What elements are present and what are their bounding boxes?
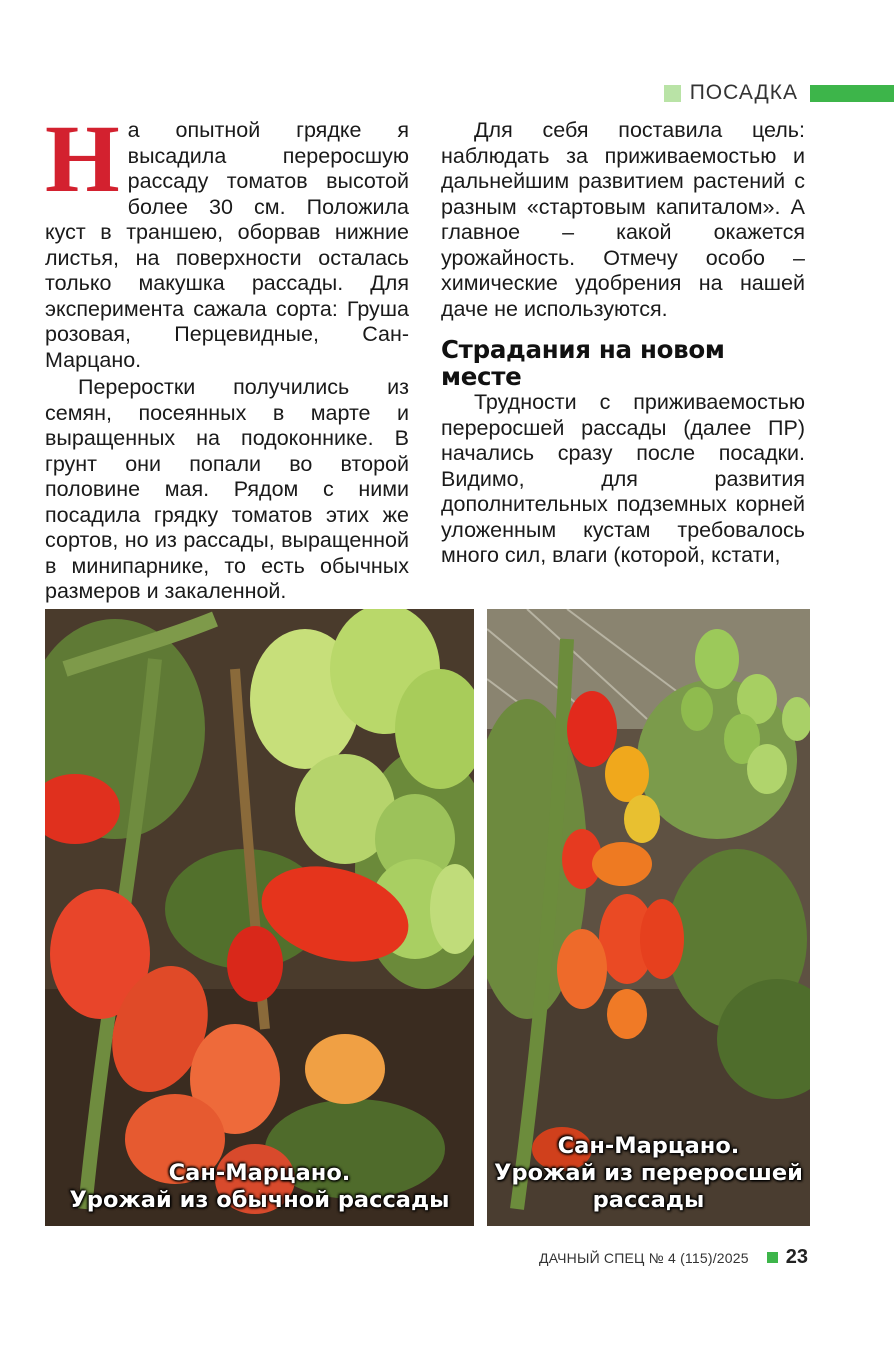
- section-tag: [664, 80, 894, 106]
- drop-cap: Н: [45, 105, 120, 212]
- magazine-issue: ДАЧНЫЙ СПЕЦ № 4 (115)/2025: [539, 1249, 749, 1266]
- photo-regular-seedlings: [45, 609, 474, 1226]
- page-footer: [539, 1246, 808, 1269]
- section-accent-bar: [810, 85, 894, 102]
- footer-marker-square: [767, 1252, 778, 1263]
- article-paragraph: Трудности с приживаемостью переросшей рассады (далее ПР) начались сразу после посадки. Видимо, для развития дополнительных подземных корней уложенным кустам требовалось много сил, влаги (которой, кстати,: [441, 390, 805, 567]
- caption-line: Урожай из переросшей: [494, 1160, 803, 1186]
- article-column-right: [441, 118, 805, 569]
- photo-caption: [487, 1133, 810, 1214]
- photo-overgrown-seedlings: [487, 609, 810, 1226]
- caption-line: Урожай из обычной рассады: [69, 1187, 450, 1213]
- paragraph-text: а опытной грядке я высадила переросшую рассаду томатов высотой более 30 см. Положила куст в траншею, оборвав нижние листья, на поверхности осталась только макушка рассады. Для эксперимента сажала сорта: Груша розовая, Перцевидные, Сан-Марцано.: [45, 118, 409, 372]
- page-number: 23: [785, 1246, 808, 1268]
- article-paragraph: [45, 105, 409, 373]
- tomato-photo-illustration: [45, 609, 474, 1226]
- photo-caption: [45, 1160, 474, 1214]
- article-paragraph: Для себя поставила цель: наблюдать за приживаемостью и дальнейшим развитием растений с разным «стартовым капиталом». А главное – какой окажется урожайность. Отмечу особо – химические удобрения на нашей даче не используются.: [441, 118, 805, 321]
- caption-line: рассады: [592, 1187, 705, 1213]
- section-marker-square: [664, 85, 681, 102]
- article-subheading: Страдания на новом месте: [441, 335, 725, 391]
- section-title: ПОСАДКА: [689, 81, 798, 104]
- article-paragraph: Переростки получились из семян, посеянных в марте и выращенных на подоконнике. В грунт они попали во второй половине мая. Рядом с ними посадила грядку томатов этих же сортов, но из рассады, выращенной в минипарнике, то есть обычных размеров и закаленной.: [45, 375, 409, 603]
- caption-line: Сан-Марцано.: [557, 1133, 740, 1159]
- article-column-left: [45, 105, 409, 605]
- caption-line: Сан-Марцано.: [168, 1160, 351, 1186]
